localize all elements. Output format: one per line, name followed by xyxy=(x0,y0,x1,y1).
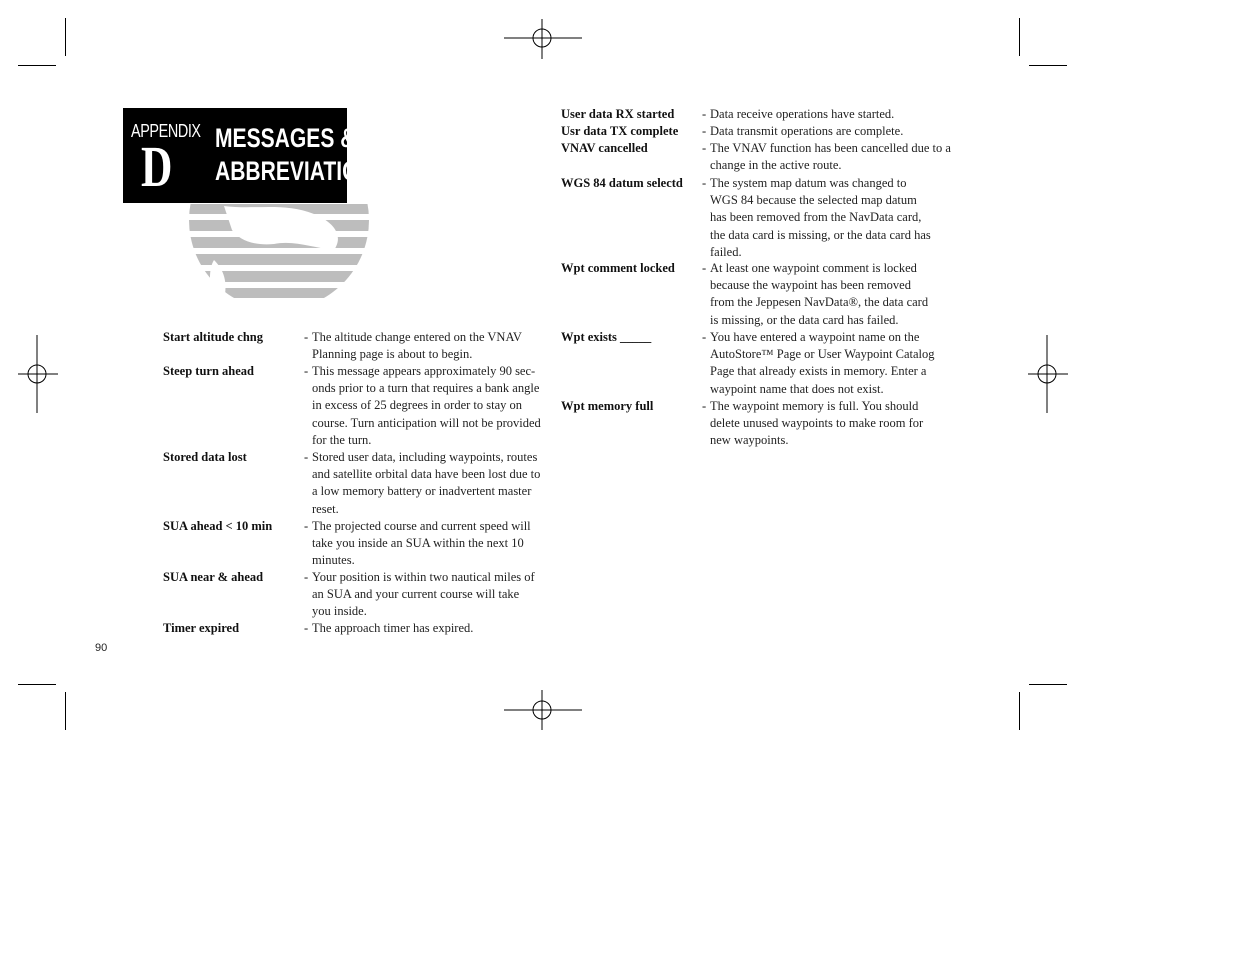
crop-mark xyxy=(1029,684,1067,685)
message-description: The projected course and current speed will take you inside an SUA within the next 10 minutes. xyxy=(312,519,531,568)
dash: - xyxy=(702,124,707,138)
dash: - xyxy=(304,330,309,344)
message-description: Data receive operations have started. xyxy=(710,107,895,121)
message-term: Wpt memory full xyxy=(561,399,654,413)
registration-mark-top xyxy=(504,19,582,59)
dash: - xyxy=(304,621,309,635)
message-term: Usr data TX complete xyxy=(561,124,679,138)
dash: - xyxy=(304,364,309,378)
dash: - xyxy=(702,261,707,275)
message-description: This message appears approximately 90 sec- onds prior to a turn that requires a bank angle in excess of 25 degrees in order to stay on course. Turn anticipation will not be provided for the turn. xyxy=(312,364,541,447)
crop-mark xyxy=(65,692,66,730)
message-description: Stored user data, including waypoints, routes and satellite orbital data have been lost due to a low memory battery or inadvertent master reset. xyxy=(312,450,541,516)
page-title xyxy=(215,122,388,188)
appendix-letter: D xyxy=(141,134,173,199)
title-line-1: MESSAGES & xyxy=(215,123,356,153)
message-term: Wpt comment locked xyxy=(561,261,675,275)
message-term: SUA near & ahead xyxy=(163,570,264,584)
registration-mark-left xyxy=(18,335,58,413)
globe-graphic xyxy=(184,200,384,315)
dash: - xyxy=(304,450,309,464)
dash: - xyxy=(702,141,707,155)
message-description: At least one waypoint comment is locked because the waypoint has been removed from the Jeppesen NavData®, the data card is missing, or the data card has failed. xyxy=(710,261,929,327)
message-term: SUA ahead < 10 min xyxy=(163,519,273,533)
crop-mark xyxy=(65,18,66,56)
appendix-label: APPENDIX xyxy=(131,121,201,141)
crop-mark xyxy=(18,684,56,685)
message-description: The system map datum was changed to WGS 84 because the selected map datum has been removed from the NavData card, the data card is missing, or the data card has failed. xyxy=(710,176,931,259)
registration-mark-bottom xyxy=(504,690,582,730)
message-description: Data transmit operations are complete. xyxy=(710,124,904,138)
message-term: VNAV cancelled xyxy=(561,141,648,155)
crop-mark xyxy=(18,65,56,66)
message-term: Start altitude chng xyxy=(163,330,263,344)
dash: - xyxy=(702,330,707,344)
dash: - xyxy=(304,519,309,533)
dash: - xyxy=(702,107,707,121)
dash: - xyxy=(702,399,707,413)
dash: - xyxy=(702,176,707,190)
dash: - xyxy=(304,570,309,584)
message-term: WGS 84 datum selectd xyxy=(561,176,683,190)
message-description: The waypoint memory is full. You should delete unused waypoints to make room for new waypoints. xyxy=(710,399,924,448)
message-description: The VNAV function has been cancelled due to a change in the active route. xyxy=(710,141,951,173)
message-description: The altitude change entered on the VNAV Planning page is about to begin. xyxy=(312,330,522,362)
crop-mark xyxy=(1019,692,1020,730)
title-line-2: ABBREVIATIONS xyxy=(215,156,388,186)
message-description: The approach timer has expired. xyxy=(312,621,474,635)
message-term: Wpt exists _____ xyxy=(561,330,652,344)
registration-mark-right xyxy=(1028,335,1068,413)
crop-mark xyxy=(1019,18,1020,56)
appendix-header xyxy=(123,108,388,203)
crop-mark xyxy=(1029,65,1067,66)
message-description: Your position is within two nautical miles of an SUA and your current course will take you inside. xyxy=(312,570,535,619)
message-term: Steep turn ahead xyxy=(163,364,254,378)
message-term: Stored data lost xyxy=(163,450,247,464)
page-number: 90 xyxy=(95,642,108,654)
message-term: Timer expired xyxy=(163,621,240,635)
message-description: You have entered a waypoint name on the AutoStore™ Page or User Waypoint Catalog Page that already exists in memory. Enter a waypoint name that does not exist. xyxy=(710,330,935,396)
message-term: User data RX started xyxy=(561,107,675,121)
